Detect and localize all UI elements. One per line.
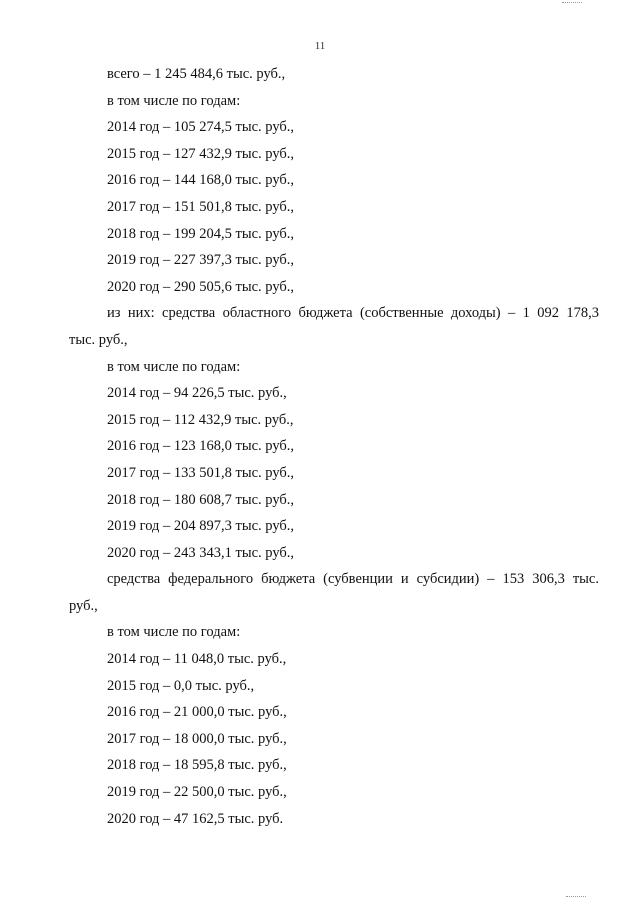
text-line: 2015 год – 127 432,9 тыс. руб., xyxy=(107,145,295,162)
text-line: 2014 год – 94 226,5 тыс. руб., xyxy=(107,385,287,402)
text-line: 2017 год – 18 000,0 тыс. руб., xyxy=(107,730,287,747)
text-line: 2020 год – 47 162,5 тыс. руб. xyxy=(107,810,284,827)
scan-mark-bottom xyxy=(566,896,586,899)
scan-mark-top xyxy=(562,2,582,5)
text-line: в том числе по годам: xyxy=(107,92,241,109)
text-line-continuation: тыс. руб., xyxy=(69,331,128,348)
text-line-regional-budget: из них: средства областного бюджета (собственные доходы) – 1 092 178,3 xyxy=(107,305,599,322)
document-body xyxy=(69,61,599,832)
text-line: 2016 год – 21 000,0 тыс. руб., xyxy=(107,704,287,721)
text-line-total: всего – 1 245 484,6 тыс. руб., xyxy=(107,66,286,82)
text-line: в том числе по годам: xyxy=(107,358,241,375)
text-line: 2014 год – 11 048,0 тыс. руб., xyxy=(107,651,287,668)
page-number: 11 xyxy=(314,40,326,52)
text-line: в том числе по годам: xyxy=(107,624,241,641)
text-line: 2017 год – 133 501,8 тыс. руб., xyxy=(107,464,295,481)
text-line: 2016 год – 123 168,0 тыс. руб., xyxy=(107,438,295,455)
text-line: 2018 год – 199 204,5 тыс. руб., xyxy=(107,225,295,242)
text-line: 2014 год – 105 274,5 тыс. руб., xyxy=(107,119,295,136)
text-line: 2015 год – 112 432,9 тыс. руб., xyxy=(107,411,294,428)
text-line: 2019 год – 227 397,3 тыс. руб., xyxy=(107,252,295,269)
text-line: 2020 год – 290 505,6 тыс. руб., xyxy=(107,278,295,295)
text-line: 2016 год – 144 168,0 тыс. руб., xyxy=(107,172,295,189)
text-line: 2015 год – 0,0 тыс. руб., xyxy=(107,677,255,694)
text-line: 2019 год – 204 897,3 тыс. руб., xyxy=(107,518,295,535)
text-line: 2018 год – 180 608,7 тыс. руб., xyxy=(107,491,295,508)
text-line: 2019 год – 22 500,0 тыс. руб., xyxy=(107,784,287,801)
text-line: 2018 год – 18 595,8 тыс. руб., xyxy=(107,757,287,774)
text-line-continuation: руб., xyxy=(69,597,98,614)
text-line-federal-budget: средства федерального бюджета (субвенции и субсидии) – 153 306,3 тыс. xyxy=(107,571,599,588)
text-line: 2020 год – 243 343,1 тыс. руб., xyxy=(107,544,295,561)
text-line: 2017 год – 151 501,8 тыс. руб., xyxy=(107,198,295,215)
